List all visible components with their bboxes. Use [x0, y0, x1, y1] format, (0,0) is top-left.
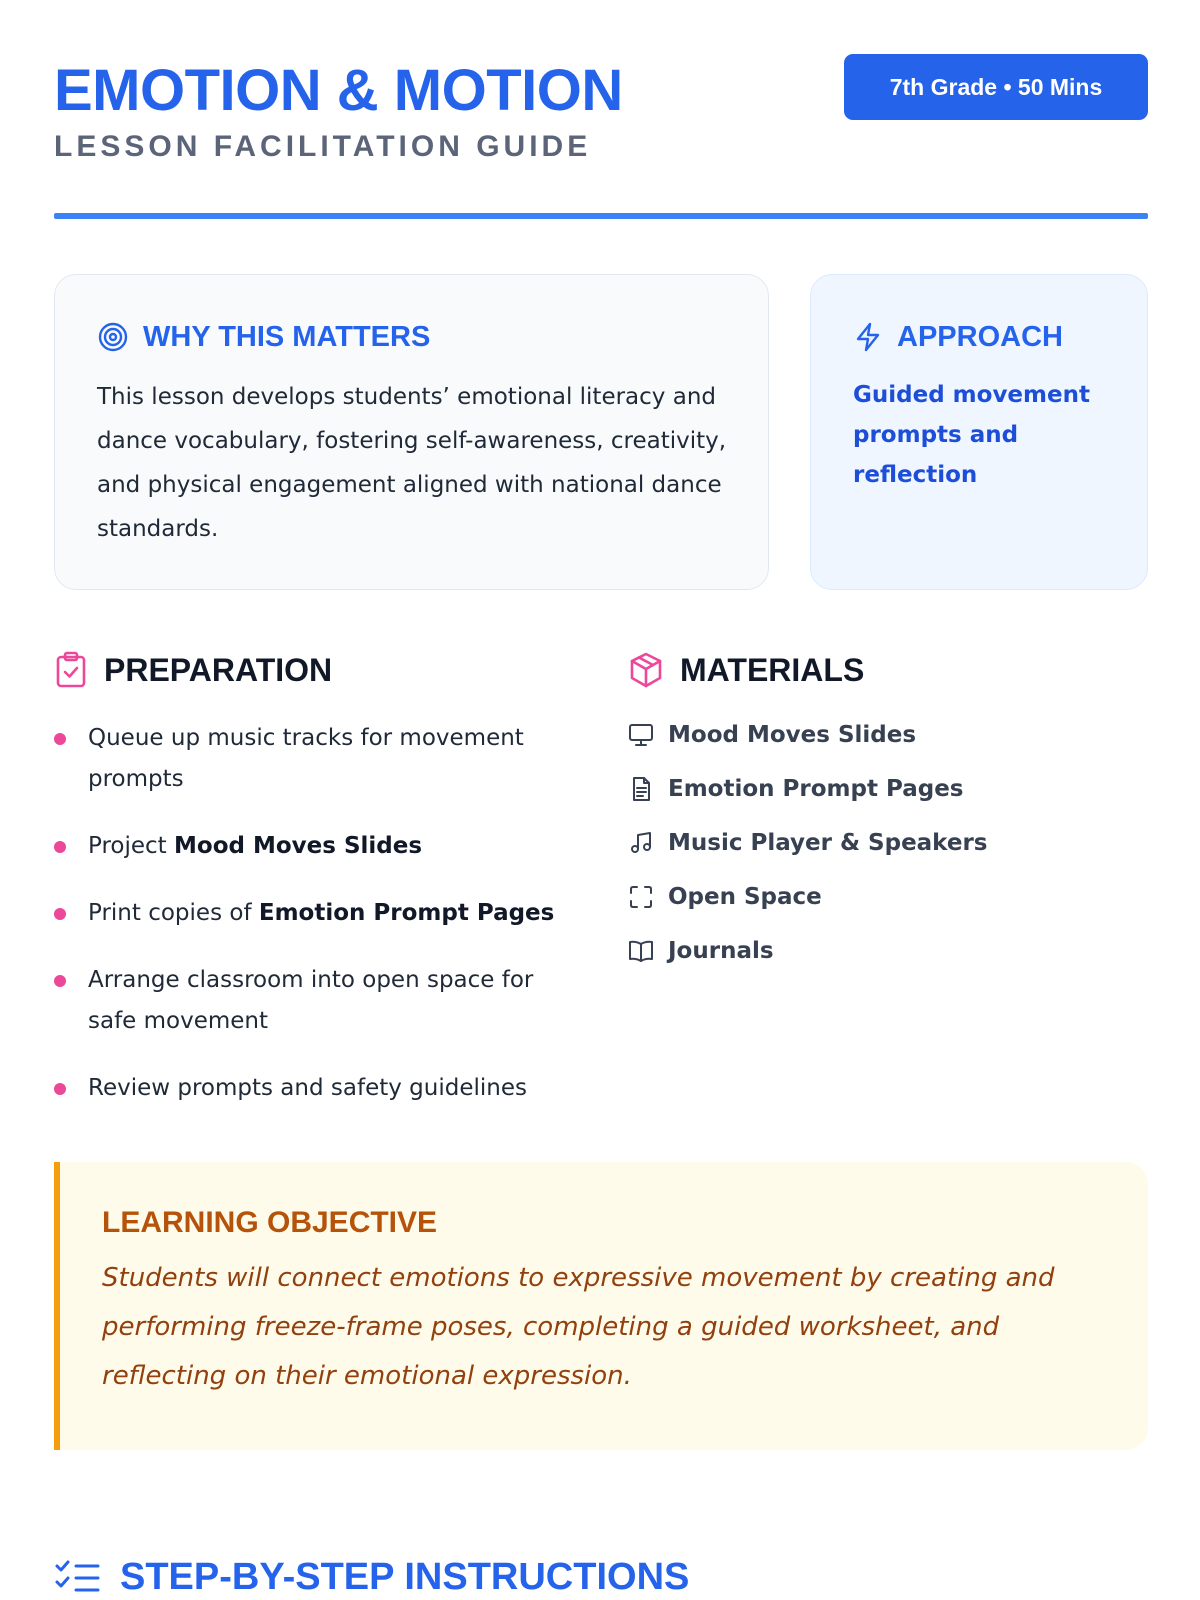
- materials-title: MATERIALS: [680, 651, 865, 688]
- learning-objective-callout: [54, 1162, 1148, 1450]
- list-item: Project Mood Moves Slides: [54, 826, 574, 867]
- preparation-list: [54, 718, 574, 1135]
- list-item: Print copies of Emotion Prompt Pages: [54, 893, 574, 934]
- page-subtitle: LESSON FACILITATION GUIDE: [54, 130, 592, 163]
- clipboard-check-icon: [54, 651, 88, 689]
- list-item: Arrange classroom into open space for safe movement: [54, 960, 574, 1042]
- target-icon: [97, 321, 129, 353]
- steps-title: STEP-BY-STEP INSTRUCTIONS: [120, 1556, 690, 1598]
- why-title: WHY THIS MATTERS: [143, 320, 431, 353]
- checklist-icon: [54, 1558, 100, 1598]
- music-note-icon: [628, 830, 654, 856]
- material-item: Music Player & Speakers: [628, 826, 988, 860]
- steps-heading: [54, 1556, 689, 1599]
- header-divider: [54, 213, 1148, 219]
- lightning-icon: [853, 321, 883, 353]
- preparation-heading: [54, 648, 332, 692]
- materials-heading: [628, 648, 864, 692]
- material-item: Mood Moves Slides: [628, 718, 988, 752]
- package-icon: [628, 651, 664, 689]
- document-icon: [628, 776, 654, 802]
- book-open-icon: [628, 938, 654, 964]
- header: [54, 50, 1148, 220]
- why-text: This lesson develops students’ emotional literacy and dance vocabulary, fostering self-awareness, creativity, and physical engagement aligned with national dance standards.: [97, 384, 727, 542]
- list-item: Review prompts and safety guidelines: [54, 1068, 574, 1109]
- materials-list: [628, 718, 988, 988]
- approach-title: APPROACH: [897, 320, 1063, 353]
- objective-title: LEARNING OBJECTIVE: [102, 1206, 438, 1239]
- monitor-icon: [628, 722, 654, 748]
- why-this-matters-card: [54, 274, 769, 590]
- approach-card: [810, 274, 1148, 590]
- grade-duration-badge: 7th Grade • 50 Mins: [844, 54, 1148, 120]
- material-item: Open Space: [628, 880, 988, 914]
- material-item: Emotion Prompt Pages: [628, 772, 988, 806]
- approach-text: Guided movement prompts and reflection: [853, 382, 1090, 488]
- list-item: Queue up music tracks for movement prompts: [54, 718, 574, 800]
- preparation-title: PREPARATION: [104, 651, 333, 688]
- objective-text: Students will connect emotions to expressive movement by creating and performing freeze-frame poses, completing a guided worksheet, and reflecting on their emotional expression.: [102, 1263, 1055, 1391]
- page-title: EMOTION & MOTION: [54, 58, 623, 123]
- expand-frame-icon: [628, 884, 654, 910]
- material-item: Journals: [628, 934, 988, 968]
